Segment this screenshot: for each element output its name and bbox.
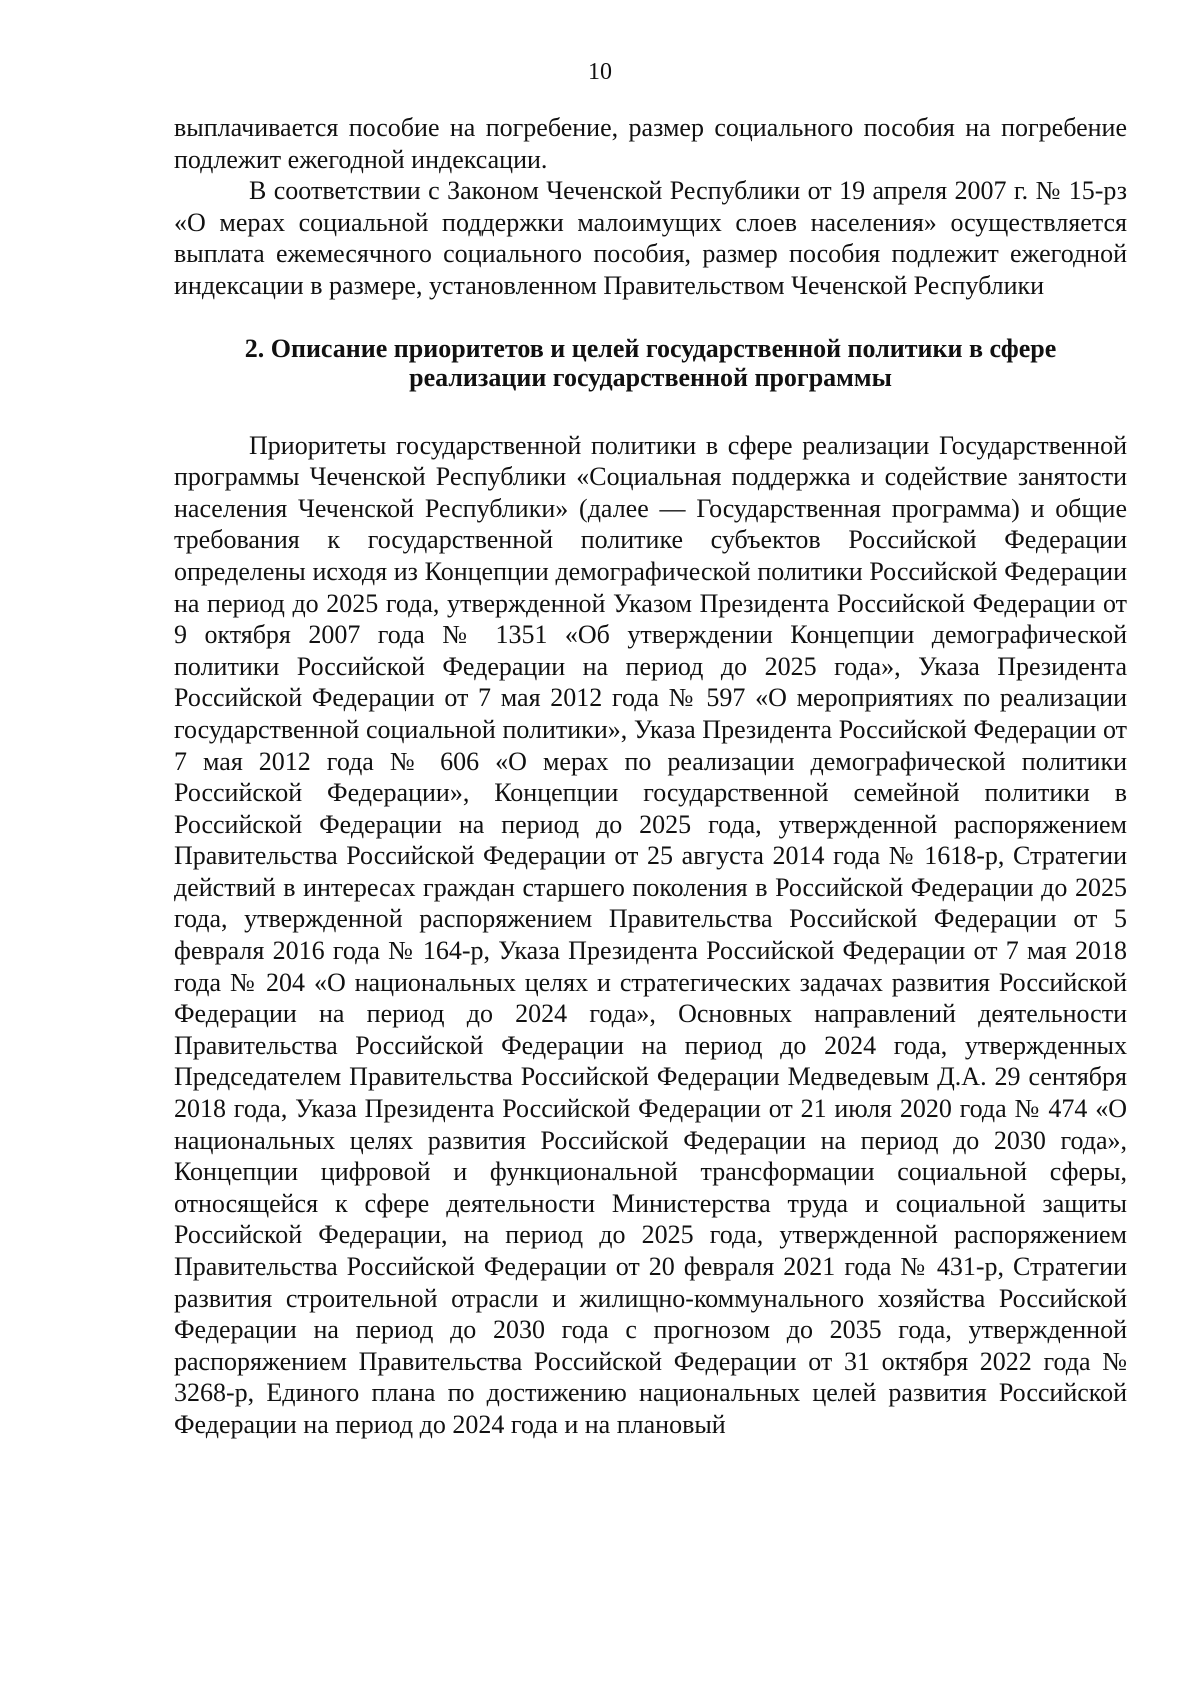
section-heading-line-2: реализации государственной программы bbox=[409, 362, 892, 392]
paragraph-priorities: Приоритеты государственной политики в сфере реализации Государственной программы Чеченской Республики «Социальная поддержка и содействие занятости населения Чеченской Республики» (далее — Государственная программа) и общие требования к государственной политике субъектов Российской Федерации определены исходя из Концепции демографической политики Российской Федерации на период до 2025 года, утвержденной Указом Президента Российской Федерации от 9 октября 2007 года № 1351 «Об утверждении Концепции демографической политики Российской Федерации на период до 2025 года», Указа Президента Российской Федерации от 7 мая 2012 года № 597 «О мероприятиях по реализации государственной социальной политики», Указа Президента Российской Федерации от 7 мая 2012 года № 606 «О мерах по реализации демографической политики Российской Федерации», Концепции государственной семейной политики в Российской Федерации на период до 2025 года, утвержденной распоряжением Правительства Российской Федерации от 25 августа 2014 года № 1618-р, Стратегии действий в интересах граждан старшего поколения в Российской Федерации до 2025 года, утвержденной распоряжением Правительства Российской Федерации от 5 февраля 2016 года № 164-р, Указа Президента Российской Федерации от 7 мая 2018 года № 204 «О национальных целях и стратегических задачах развития Российской Федерации на период до 2024 года», Основных направлений деятельности Правительства Российской Федерации на период до 2024 года, утвержденных Председателем Правительства Российской Федерации Медведевым Д.А. 29 сентября 2018 года, Указа Президента Российской Федерации от 21 июля 2020 года № 474 «О национальных целях развития Российской Федерации на период до 2030 года», Концепции цифровой и функциональной трансформации социальной сферы, относящейся к сфере деятельности Министерства труда и социальной защиты Российской Федерации, на период до 2025 года, утвержденной распоряжением Правительства Российской Федерации от 20 февраля 2021 года № 431-р, Стратегии развития строительной отрасли и жилищно-коммунального хозяйства Российской Федерации на период до 2030 года с прогнозом до 2035 года, утвержденной распоряжением Правительства Российской Федерации от 31 октября 2022 года № 3268-р, Единого плана по достижению национальных целей развития Российской Федерации на период до 2024 года и на плановый bbox=[174, 430, 1127, 1439]
page-number: 10 bbox=[588, 59, 612, 85]
document-body bbox=[174, 112, 1127, 1441]
section-heading bbox=[174, 334, 1127, 392]
paragraph-law-reference: В соответствии с Законом Чеченской Республики от 19 апреля 2007 г. № 15-рз «О мерах социальной поддержки малоимущих слоев населения» осуществляется выплата ежемесячного социального пособия, размер пособия подлежит ежегодной индексации в размере, установленном Правительством Чеченской Республики bbox=[174, 176, 1127, 300]
paragraph-continued: выплачивается пособие на погребение, размер социального пособия на погребение подлежит ежегодной индексации. bbox=[174, 113, 1127, 174]
section-heading-line-1: 2. Описание приоритетов и целей государственной политики в сфере bbox=[244, 333, 1057, 363]
